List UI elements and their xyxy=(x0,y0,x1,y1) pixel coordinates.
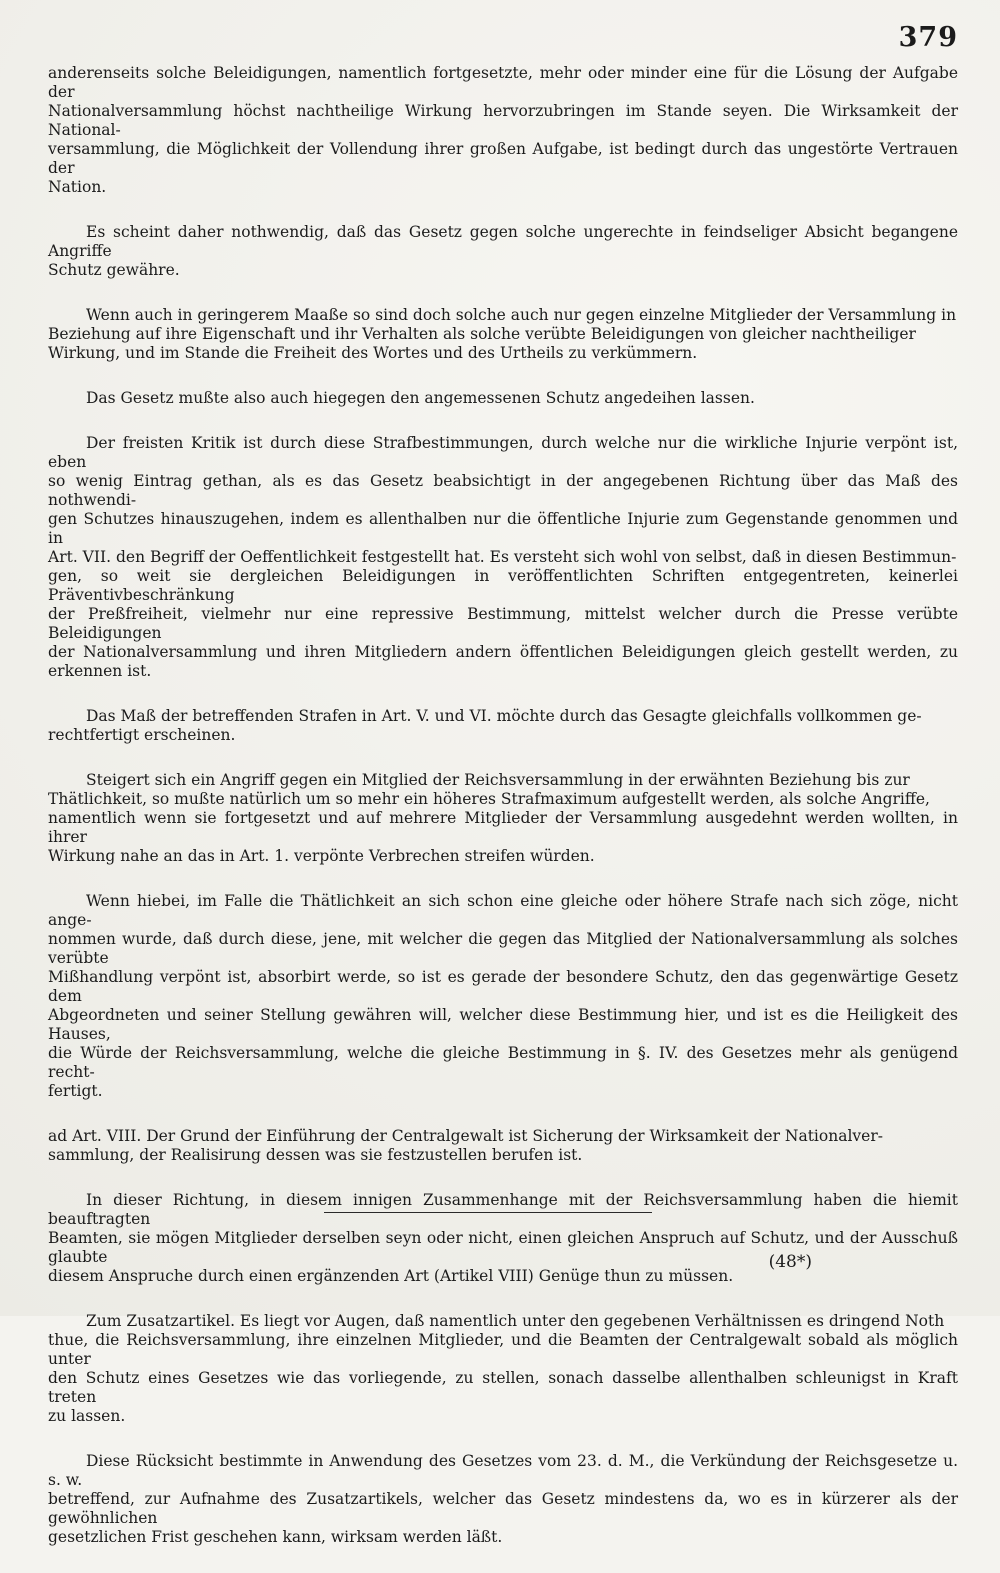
text-line: Es scheint daher nothwendig, daß das Gesetz gegen solche ungerechte in feindseliger Absicht begangene Angriffe xyxy=(48,223,958,260)
text-line: den Schutz eines Gesetzes wie das vorliegende, zu stellen, sonach dasselbe allenthalben schleunigst in Kraft treten xyxy=(48,1369,958,1406)
paragraph-5 xyxy=(48,434,958,681)
text-line: diesem Anspruche durch einen ergänzenden Art (Artikel VIII) Genüge thun zu müssen. xyxy=(48,1267,734,1285)
horizontal-rule xyxy=(324,1212,652,1213)
text-line: der Nationalversammlung und ihren Mitgliedern andern öffentlichen Beleidigungen gleich gestellt werden, zu erkennen ist. xyxy=(48,643,958,680)
text-line: Wenn auch in geringerem Maaße so sind doch solche auch nur gegen einzelne Mitglieder der Versammlung in xyxy=(86,306,957,324)
text-line: Wenn hiebei, im Falle die Thätlichkeit an sich schon eine gleiche oder höhere Strafe nach sich zöge, nicht ange- xyxy=(48,892,958,929)
text-line: Mißhandlung verpönt ist, absorbirt werde, so ist es gerade der besondere Schutz, den das gegenwärtige Gesetz dem xyxy=(48,968,958,1005)
paragraph-11 xyxy=(48,1312,958,1426)
text-line: Beamten, sie mögen Mitglieder derselben seyn oder nicht, einen gleichen Anspruch auf Schutz, und der Ausschuß glaubte xyxy=(48,1229,958,1266)
text-line: Das Gesetz mußte also auch hiegegen den angemessenen Schutz angedeihen lassen. xyxy=(86,389,755,407)
text-line: In dieser Richtung, in diesem innigen Zusammenhange mit der Reichsversammlung haben die hiemit beauftragten xyxy=(48,1191,958,1228)
paragraph-8 xyxy=(48,892,958,1101)
text-line: rechtfertigt erscheinen. xyxy=(48,726,236,744)
text-line: Schutz gewähre. xyxy=(48,261,180,279)
paragraph-7 xyxy=(48,771,958,866)
text-line: fertigt. xyxy=(48,1082,103,1100)
text-line: gen, so weit sie dergleichen Beleidigungen in veröffentlichten Schriften entgegentreten, keinerlei Präventivbeschränkung xyxy=(48,567,958,604)
text-line: zu lassen. xyxy=(48,1407,126,1425)
text-line: thue, die Reichsversammlung, ihre einzelnen Mitglieder, und die Beamten der Centralgewalt sobald als möglich unter xyxy=(48,1331,958,1368)
text-line: Der freisten Kritik ist durch diese Strafbestimmungen, durch welche nur die wirkliche Injurie verpönt ist, eben xyxy=(48,434,958,471)
text-line: Nationalversammlung höchst nachtheilige Wirkung hervorzubringen im Stande seyen. Die Wirksamkeit der National- xyxy=(48,102,958,139)
text-line: versammlung, die Möglichkeit der Vollendung ihrer großen Aufgabe, ist bedingt durch das ungestörte Vertrauen der xyxy=(48,140,958,177)
text-line: die Würde der Reichsversammlung, welche die gleiche Bestimmung in §. IV. des Gesetzes mehr als genügend recht- xyxy=(48,1044,958,1081)
text-line: Beziehung auf ihre Eigenschaft und ihr Verhalten als solche verübte Beleidigungen von gleicher nachtheiliger xyxy=(48,325,916,343)
text-line: anderenseits solche Beleidigungen, namentlich fortgesetzte, mehr oder minder eine für die Lösung der Aufgabe der xyxy=(48,64,958,101)
paragraph-9 xyxy=(48,1127,958,1165)
body-text xyxy=(48,64,958,1573)
text-line: Thätlichkeit, so mußte natürlich um so mehr ein höheres Strafmaximum aufgestellt werden, als solche Angriffe, xyxy=(48,790,930,808)
text-line: so wenig Eintrag gethan, als es das Gesetz beabsichtigt in der angegebenen Richtung über das Maß des nothwendi- xyxy=(48,472,958,509)
text-line: betreffend, zur Aufnahme des Zusatzartikels, welcher das Gesetz mindestens da, wo es in kürzerer als der gewöhnlichen xyxy=(48,1490,958,1527)
text-line: nommen wurde, daß durch diese, jene, mit welcher die gegen das Mitglied der Nationalversammlung als solches verübte xyxy=(48,930,958,967)
text-line: gen Schutzes hinauszugehen, indem es allenthalben nur die öffentliche Injurie zum Gegenstande genommen und in xyxy=(48,510,958,547)
paragraph-2 xyxy=(48,223,958,280)
text-line: Wirkung, und im Stande die Freiheit des Wortes und des Urtheils zu verkümmern. xyxy=(48,344,698,362)
text-line: Das Maß der betreffenden Strafen in Art. V. und VI. möchte durch das Gesagte gleichfalls vollkommen ge- xyxy=(86,707,922,725)
paragraph-12 xyxy=(48,1452,958,1547)
paragraph-4 xyxy=(48,389,958,408)
text-line: der Preßfreiheit, vielmehr nur eine repressive Bestimmung, mittelst welcher durch die Presse verübte Beleidigungen xyxy=(48,605,958,642)
text-line: Steigert sich ein Angriff gegen ein Mitglied der Reichsversammlung in der erwähnten Beziehung bis zur xyxy=(86,771,910,789)
page-number: 379 xyxy=(898,22,958,53)
text-line: Art. VII. den Begriff der Oeffentlichkeit festgestellt hat. Es versteht sich wohl von selbst, daß in diesen Bestimmun- xyxy=(48,548,957,566)
text-line: gesetzlichen Frist geschehen kann, wirksam werden läßt. xyxy=(48,1528,503,1546)
text-line: Diese Rücksicht bestimmte in Anwendung des Gesetzes vom 23. d. M., die Verkündung der Reichsgesetze u. s. w. xyxy=(48,1452,958,1489)
paragraph-1 xyxy=(48,64,958,197)
paragraph-10 xyxy=(48,1191,958,1286)
text-line: namentlich wenn sie fortgesetzt und auf mehrere Mitglieder der Versammlung ausgedehnt werden wollten, in ihrer xyxy=(48,809,958,846)
signature-mark: (48*) xyxy=(768,1252,812,1272)
paragraph-3 xyxy=(48,306,958,363)
paragraph-6 xyxy=(48,707,958,745)
text-line: Abgeordneten und seiner Stellung gewähren will, welcher diese Bestimmung hier, und ist es die Heiligkeit des Hauses, xyxy=(48,1006,958,1043)
text-line: sammlung, der Realisirung dessen was sie festzustellen berufen ist. xyxy=(48,1146,583,1164)
text-line: Zum Zusatzartikel. Es liegt vor Augen, daß namentlich unter den gegebenen Verhältnissen es dringend Noth xyxy=(86,1312,945,1330)
text-line: ad Art. VIII. Der Grund der Einführung der Centralgewalt ist Sicherung der Wirksamkeit der Nationalver- xyxy=(48,1127,883,1145)
text-line: Wirkung nahe an das in Art. 1. verpönte Verbrechen streifen würden. xyxy=(48,847,595,865)
text-line: Nation. xyxy=(48,178,107,196)
